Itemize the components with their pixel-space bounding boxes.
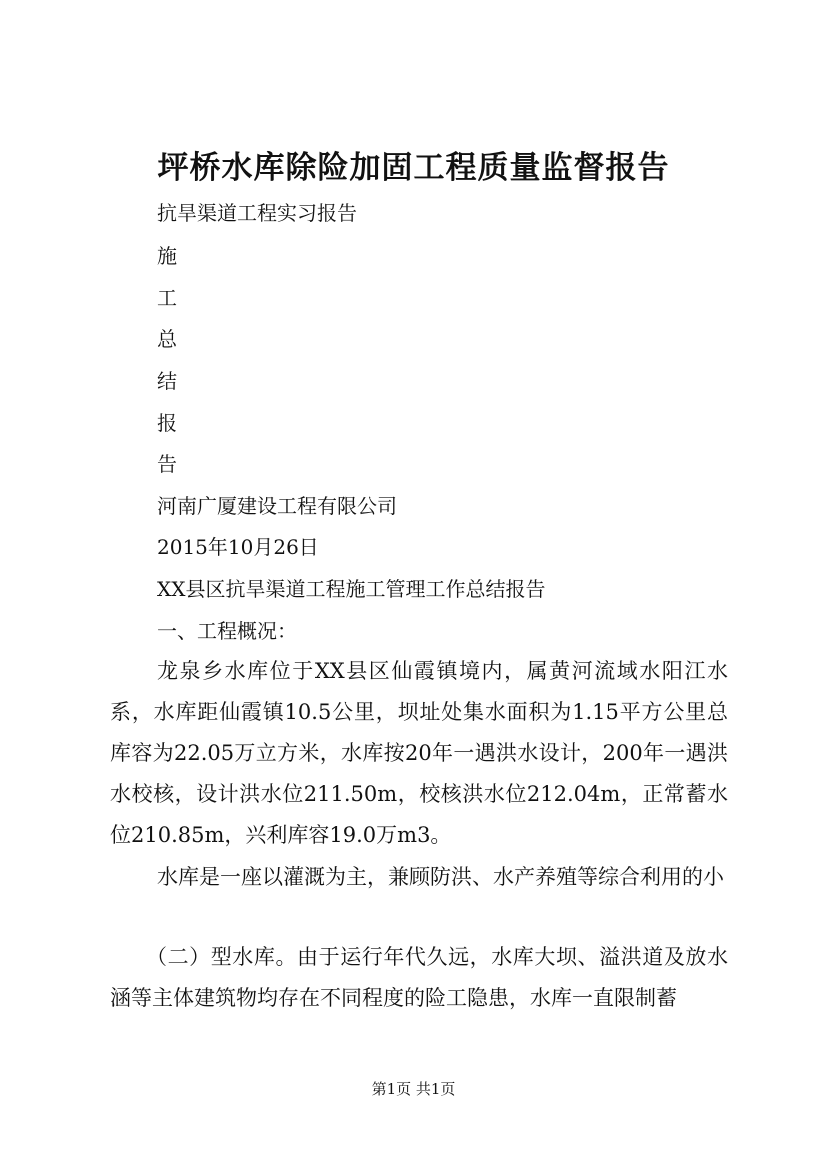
body-paragraph: （二）型水库。由于运行年代久远，水库大坝、溢洪道及放水涵等主体建筑物均存在不同程度的险工隐患，水库一直限制蓄	[110, 945, 728, 1010]
vertical-char: 报	[157, 411, 177, 435]
page-footer: 第1页 共1页	[371, 1080, 456, 1098]
report-heading: XX县区抗旱渠道工程施工管理工作总结报告	[157, 577, 546, 601]
vertical-char: 告	[157, 452, 177, 476]
vertical-char: 结	[157, 369, 177, 393]
subtitle-line: 抗旱渠道工程实习报告	[157, 201, 357, 225]
company-name: 河南广厦建设工程有限公司	[157, 494, 397, 518]
vertical-char: 施	[157, 244, 177, 268]
vertical-char: 工	[157, 286, 177, 310]
document-title: 坪桥水库除险加固工程质量监督报告	[157, 150, 670, 186]
section-heading: 一、工程概况：	[157, 619, 297, 643]
body-paragraph: 龙泉乡水库位于XX县区仙霞镇境内，属黄河流域水阳江水系，水库距仙霞镇10.5公里，坝址处集水面积为1.15平方公里总库容为22.05万立方米，水库按20年一遇洪水设计，200年一遇洪水校核，设计洪水位211.50m，校核洪水位212.04m，正常蓄水位210.85m，兴利库容19.0万m3。	[110, 659, 728, 847]
body-paragraph: 水库是一座以灌溉为主，兼顾防洪、水产养殖等综合利用的小	[157, 865, 724, 889]
document-date: 2015年10月26日	[157, 535, 319, 559]
vertical-char: 总	[157, 327, 177, 351]
